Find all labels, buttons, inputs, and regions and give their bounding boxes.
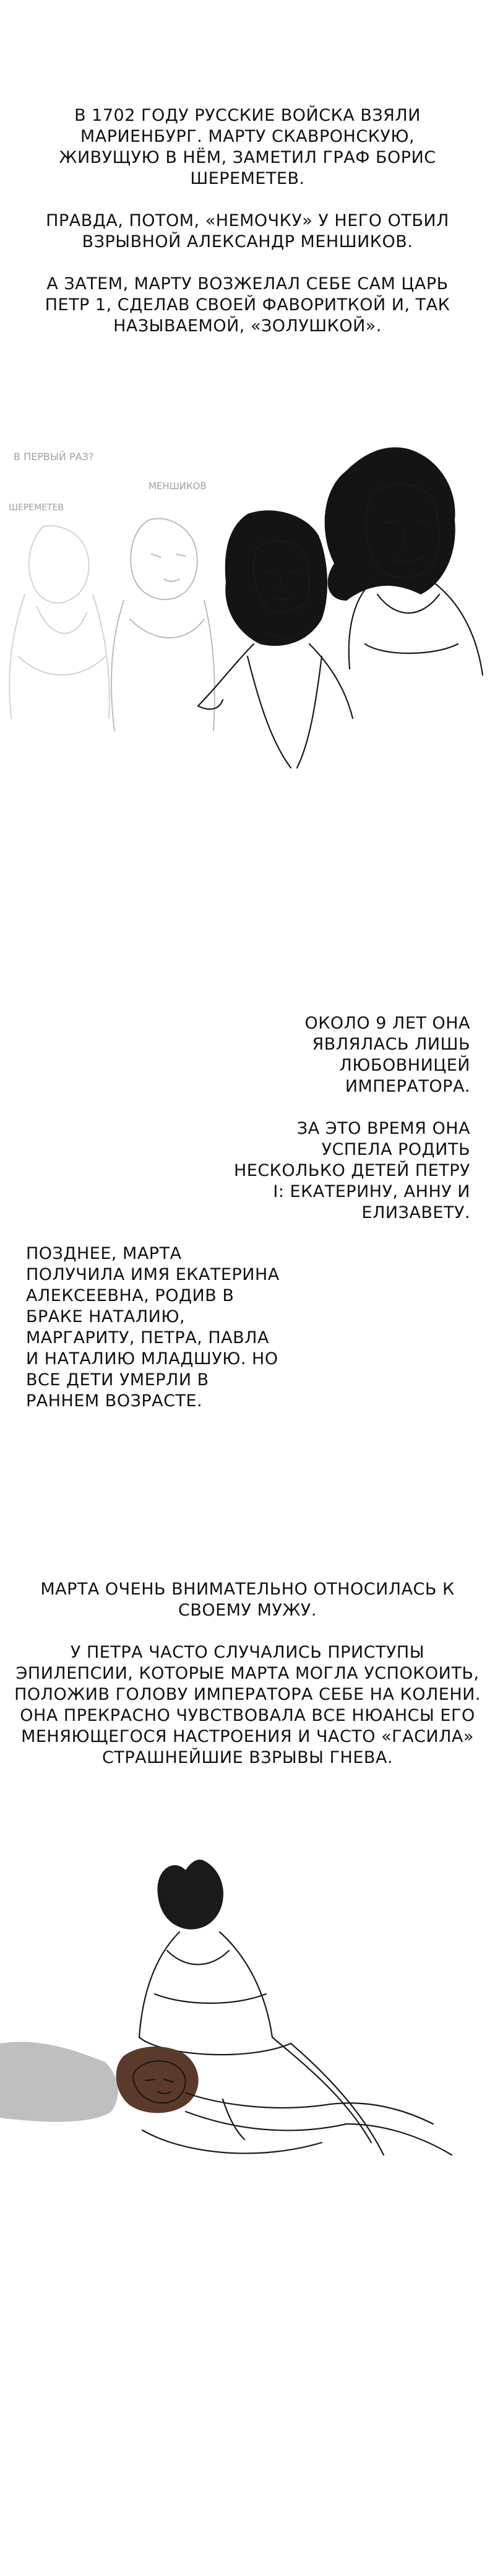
illustration-marta-with-suitors <box>0 396 495 793</box>
caption-4 <box>12 1579 483 1769</box>
caption-2-paragraph-1: ОКОЛО 9 ЛЕТ ОНА ЯВЛЯЛАСЬ ЛИШЬ ЛЮБОВНИЦЕЙ ИМПЕРАТОРА. <box>304 1014 470 1096</box>
note-first-time: В ПЕРВЫЙ РАЗ? <box>14 451 94 463</box>
ghost-menshikov-drawing <box>111 518 215 731</box>
ghost-sheremetev-drawing <box>9 526 110 718</box>
caption-1-paragraph-1: В 1702 ГОДУ РУССКИЕ ВОЙСКА ВЗЯЛИ МАРИЕНБУРГ. МАРТУ СКАВРОНСКУЮ, ЖИВУЩУЮ В НЁМ, ЗАМЕТИЛ ГРАФ БОРИС ШЕРЕМЕТЕВ. <box>59 106 436 188</box>
shadow-shape <box>0 2042 118 2121</box>
caption-3-paragraph-1: ПОЗДНЕЕ, МАРТА ПОЛУЧИЛА ИМЯ ЕКАТЕРИНА АЛЕКСЕЕВНА, РОДИВ В БРАКЕ НАТАЛИЮ, МАРГАРИТУ, ПЕТРА, ПАВЛА И НАТАЛИЮ МЛАДШУЮ. НО ВСЕ ДЕТИ УМЕРЛИ В РАННЕМ ВОЗРАСТЕ. <box>26 1244 280 1411</box>
caption-3 <box>26 1243 286 1412</box>
caption-1 <box>43 105 452 337</box>
peter-drawing <box>325 447 483 675</box>
caption-4-paragraph-1: МАРТА ОЧЕНЬ ВНИМАТЕЛЬНО ОТНОСИЛАСЬ К СВОЕМУ МУЖУ. <box>40 1580 455 1620</box>
caption-1-paragraph-2: ПРАВДА, ПОТОМ, «НЕМОЧКУ» У НЕГО ОТБИЛ ВЗРЫВНОЙ АЛЕКСАНДР МЕНШИКОВ. <box>46 211 449 251</box>
label-menshikov: МЕНШИКОВ <box>148 481 207 492</box>
marta-seated-drawing <box>139 1860 384 2155</box>
label-sheremetev: ШЕРЕМЕТЕВ <box>9 503 64 513</box>
caption-2 <box>223 1013 470 1224</box>
illustration-peter-head-on-lap <box>0 1833 495 2254</box>
caption-4-paragraph-2: У ПЕТРА ЧАСТО СЛУЧАЛИСЬ ПРИСТУПЫ ЭПИЛЕПСИИ, КОТОРЫЕ МАРТА МОГЛА УСПОКОИТЬ, ПОЛОЖИВ ГОЛОВУ ИМПЕРАТОРА СЕБЕ НА КОЛЕНИ. ОНА ПРЕКРАСНО ЧУВСТВОВАЛА ВСЕ НЮАНСЫ ЕГО МЕНЯЮЩЕГОСЯ НАСТРОЕНИЯ И ЧАСТО «ГАСИЛА» СТРАШНЕЙШИЕ ВЗРЫВЫ ГНЕВА. <box>14 1643 481 1767</box>
peter-lying-drawing <box>116 2047 452 2155</box>
caption-2-paragraph-2: ЗА ЭТО ВРЕМЯ ОНА УСПЕЛА РОДИТЬ НЕСКОЛЬКО ДЕТЕЙ ПЕТРУ I: ЕКАТЕРИНУ, АННУ И ЕЛИЗАВЕТУ. <box>233 1119 470 1222</box>
caption-1-paragraph-3: А ЗАТЕМ, МАРТУ ВОЗЖЕЛАЛ СЕБЕ САМ ЦАРЬ ПЕТР 1, СДЕЛАВ СВОЕЙ ФАВОРИТКОЙ И, ТАК НАЗЫВАЕМОЙ, «ЗОЛУШКОЙ». <box>45 274 450 336</box>
